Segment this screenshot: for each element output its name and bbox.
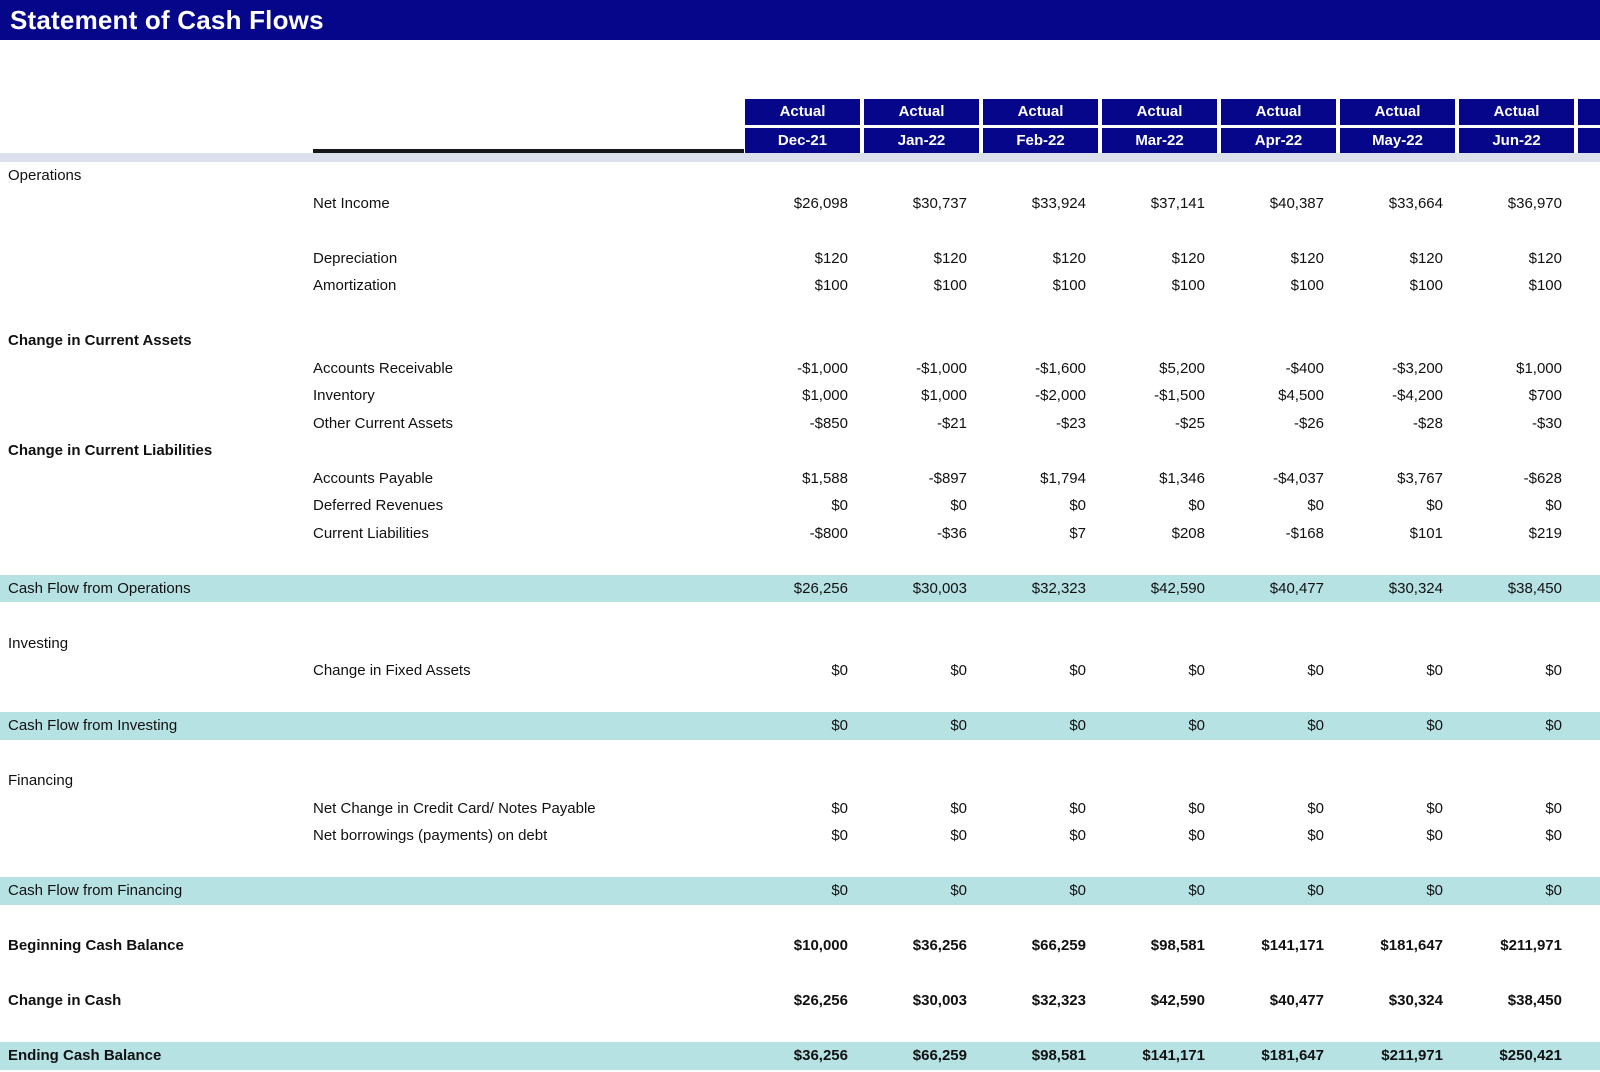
- column-header: [1219, 99, 1338, 153]
- spacer-row: [0, 300, 1600, 328]
- cell-value: $32,323: [1031, 992, 1086, 1010]
- cell-value: $30,324: [1388, 992, 1443, 1010]
- cell-value: $37,141: [1150, 194, 1205, 212]
- cell-value: $0: [1545, 662, 1562, 680]
- cell-value: -$400: [1285, 359, 1324, 377]
- cell-value: $0: [1426, 882, 1443, 900]
- cell-value: -$1,000: [797, 359, 848, 377]
- cell-value: -$897: [928, 469, 967, 487]
- cell-value: $100: [1171, 277, 1205, 295]
- cell-value: $32,323: [1031, 579, 1086, 597]
- total-row: [0, 877, 1600, 905]
- cell-value: $700: [1528, 387, 1562, 405]
- cell-value: -$2,000: [1035, 387, 1086, 405]
- period-label: Actual: [864, 99, 979, 125]
- cell-value: -$23: [1055, 414, 1086, 432]
- cell-value: $4,500: [1278, 387, 1324, 405]
- table-row: [0, 190, 1600, 218]
- cell-value: $33,924: [1031, 194, 1086, 212]
- cell-value: $30,324: [1388, 579, 1443, 597]
- cell-value: $0: [1069, 827, 1086, 845]
- cell-value: -$28: [1412, 414, 1443, 432]
- cell-value: $36,256: [912, 937, 967, 955]
- cell-value: $0: [1545, 799, 1562, 817]
- cell-value: $7: [1069, 524, 1086, 542]
- cell-value: $100: [1052, 277, 1086, 295]
- cell-value: $0: [1188, 882, 1205, 900]
- date-label: Dec-21: [745, 128, 860, 153]
- cell-value: $1,588: [802, 469, 848, 487]
- cell-value: $1,000: [921, 387, 967, 405]
- period-label: Actual: [745, 99, 860, 125]
- cell-value: $1,000: [802, 387, 848, 405]
- cell-value: $26,256: [793, 992, 848, 1010]
- cell-value: $0: [1188, 717, 1205, 735]
- cell-value: $10,000: [793, 937, 848, 955]
- row-label: Inventory: [313, 387, 375, 405]
- cell-value: $0: [1069, 662, 1086, 680]
- cell-value: $100: [1528, 277, 1562, 295]
- column-header: [1338, 99, 1457, 153]
- row-label: Financing: [8, 772, 74, 790]
- row-label: Change in Fixed Assets: [313, 662, 471, 680]
- cell-value: $38,450: [1507, 579, 1562, 597]
- period-label: Actual: [1221, 99, 1336, 125]
- cell-value: $66,259: [912, 1047, 967, 1065]
- row-label: Cash Flow from Investing: [8, 717, 178, 735]
- cell-value: $0: [1188, 799, 1205, 817]
- table-row: [0, 520, 1600, 548]
- date-label: [1578, 128, 1600, 153]
- spacer-row: [0, 685, 1600, 713]
- cell-value: $36,970: [1507, 194, 1562, 212]
- balance-row: [0, 987, 1600, 1015]
- column-header: [1457, 99, 1576, 153]
- section-row: [0, 767, 1600, 795]
- cell-value: $1,346: [1159, 469, 1205, 487]
- period-label: Actual: [1340, 99, 1455, 125]
- cell-value: $100: [1409, 277, 1443, 295]
- cell-value: $0: [1545, 882, 1562, 900]
- page-title: Statement of Cash Flows: [10, 5, 324, 35]
- cell-value: $141,171: [1142, 1047, 1205, 1065]
- cell-value: $0: [1307, 662, 1324, 680]
- cell-value: -$628: [1523, 469, 1562, 487]
- cell-value: $211,971: [1381, 1047, 1443, 1065]
- row-label: Net borrowings (payments) on debt: [313, 827, 548, 845]
- cell-value: $5,200: [1159, 359, 1205, 377]
- spacer-row: [0, 960, 1600, 988]
- cell-value: $0: [831, 662, 848, 680]
- cell-value: $120: [1290, 249, 1324, 267]
- cell-value: $40,477: [1269, 992, 1324, 1010]
- cell-value: $141,171: [1261, 937, 1324, 955]
- cell-value: $0: [831, 827, 848, 845]
- column-header: [981, 99, 1100, 153]
- total-row: [0, 712, 1600, 740]
- cell-value: -$800: [809, 524, 848, 542]
- spacer-row: [0, 217, 1600, 245]
- cell-value: $0: [950, 882, 967, 900]
- cell-value: -$21: [936, 414, 967, 432]
- table-row: [0, 795, 1600, 823]
- row-label: Cash Flow from Operations: [8, 579, 191, 597]
- row-label: Change in Current Assets: [8, 332, 192, 350]
- cell-value: $0: [1307, 717, 1324, 735]
- table-row: [0, 355, 1600, 383]
- cell-value: $0: [1426, 799, 1443, 817]
- cell-value: $0: [1188, 497, 1205, 515]
- cell-value: $120: [1409, 249, 1443, 267]
- row-label: Change in Cash: [8, 992, 122, 1010]
- cell-value: $120: [933, 249, 967, 267]
- cell-value: $0: [1545, 717, 1562, 735]
- table-row: [0, 657, 1600, 685]
- period-label: [1578, 99, 1600, 125]
- spacer-row: [0, 602, 1600, 630]
- cell-value: $1,000: [1516, 359, 1562, 377]
- cell-value: $0: [1545, 827, 1562, 845]
- date-label: Jun-22: [1459, 128, 1574, 153]
- cell-value: $0: [831, 497, 848, 515]
- spacer-row: [0, 850, 1600, 878]
- cell-value: $26,098: [793, 194, 848, 212]
- row-label: Change in Current Liabilities: [8, 442, 213, 460]
- column-header-partial: [1576, 99, 1600, 153]
- column-header: [1100, 99, 1219, 153]
- row-label: Depreciation: [313, 249, 398, 267]
- cell-value: -$30: [1531, 414, 1562, 432]
- cell-value: -$850: [809, 414, 848, 432]
- column-header: [862, 99, 981, 153]
- period-label: Actual: [1459, 99, 1574, 125]
- cell-value: $33,664: [1388, 194, 1443, 212]
- cell-value: $120: [1052, 249, 1086, 267]
- date-label: May-22: [1340, 128, 1455, 153]
- row-label: Net Income: [313, 194, 390, 212]
- section-row: [0, 162, 1600, 190]
- date-label: Apr-22: [1221, 128, 1336, 153]
- cell-value: $181,647: [1261, 1047, 1324, 1065]
- cell-value: $0: [831, 882, 848, 900]
- cell-value: $0: [950, 799, 967, 817]
- table-row: [0, 272, 1600, 300]
- cell-value: $0: [950, 827, 967, 845]
- cell-value: $0: [1188, 827, 1205, 845]
- row-label: Ending Cash Balance: [8, 1047, 162, 1065]
- cell-value: $38,450: [1507, 992, 1562, 1010]
- row-label: Cash Flow from Financing: [8, 882, 183, 900]
- table-row: [0, 410, 1600, 438]
- cell-value: $0: [1307, 799, 1324, 817]
- column-header: [743, 99, 862, 153]
- cell-value: $0: [950, 662, 967, 680]
- cell-value: $30,003: [912, 579, 967, 597]
- row-label: Amortization: [313, 277, 397, 295]
- section-row: [0, 630, 1600, 658]
- cell-value: $0: [1069, 717, 1086, 735]
- cell-value: $120: [1528, 249, 1562, 267]
- title-bar: [0, 0, 1600, 40]
- cell-value: $0: [1069, 799, 1086, 817]
- cell-value: $181,647: [1380, 937, 1443, 955]
- cell-value: $0: [950, 497, 967, 515]
- cell-value: $0: [1307, 497, 1324, 515]
- cell-value: $0: [1426, 497, 1443, 515]
- table-row: [0, 465, 1600, 493]
- cell-value: $42,590: [1150, 579, 1205, 597]
- statement-table: [0, 162, 1600, 1070]
- row-label: Deferred Revenues: [313, 497, 444, 515]
- cell-value: $42,590: [1150, 992, 1205, 1010]
- cell-value: -$1,600: [1035, 359, 1086, 377]
- date-label: Feb-22: [983, 128, 1098, 153]
- cell-value: $100: [814, 277, 848, 295]
- cell-value: $0: [950, 717, 967, 735]
- cell-value: $0: [831, 799, 848, 817]
- row-label: Beginning Cash Balance: [8, 937, 184, 955]
- cell-value: $120: [814, 249, 848, 267]
- date-label: Mar-22: [1102, 128, 1217, 153]
- table-row: [0, 245, 1600, 273]
- table-row: [0, 492, 1600, 520]
- cell-value: $66,259: [1031, 937, 1086, 955]
- cell-value: -$25: [1174, 414, 1205, 432]
- row-label: Current Liabilities: [313, 524, 429, 542]
- cell-value: $208: [1171, 524, 1205, 542]
- cell-value: $100: [933, 277, 967, 295]
- cell-value: -$4,037: [1273, 469, 1324, 487]
- cell-value: $219: [1528, 524, 1562, 542]
- cell-value: $40,387: [1269, 194, 1324, 212]
- cell-value: $120: [1171, 249, 1205, 267]
- table-row: [0, 822, 1600, 850]
- balance-total-row: [0, 1042, 1600, 1070]
- row-label: Accounts Payable: [313, 469, 434, 487]
- cell-value: $36,256: [793, 1047, 848, 1065]
- cell-value: $30,003: [912, 992, 967, 1010]
- cell-value: $0: [1307, 827, 1324, 845]
- cell-value: $98,581: [1150, 937, 1205, 955]
- spacer-row: [0, 740, 1600, 768]
- cell-value: $211,971: [1500, 937, 1562, 955]
- cell-value: -$3,200: [1392, 359, 1443, 377]
- cell-value: $0: [1426, 827, 1443, 845]
- total-row: [0, 575, 1600, 603]
- period-label: Actual: [983, 99, 1098, 125]
- cell-value: -$1,000: [916, 359, 967, 377]
- cell-value: $0: [1307, 882, 1324, 900]
- cell-value: $3,767: [1397, 469, 1443, 487]
- cell-value: -$1,500: [1154, 387, 1205, 405]
- row-label: Operations: [8, 167, 82, 185]
- cell-value: $26,256: [793, 579, 848, 597]
- cell-value: $250,421: [1499, 1047, 1562, 1065]
- cell-value: $98,581: [1031, 1047, 1086, 1065]
- cell-value: $0: [1069, 497, 1086, 515]
- cell-value: $0: [1188, 662, 1205, 680]
- balance-row: [0, 932, 1600, 960]
- cell-value: $40,477: [1269, 579, 1324, 597]
- section-row: [0, 437, 1600, 465]
- period-label: Actual: [1102, 99, 1217, 125]
- date-label: Jan-22: [864, 128, 979, 153]
- spacer-row: [0, 905, 1600, 933]
- cell-value: $0: [1426, 717, 1443, 735]
- cell-value: -$4,200: [1392, 387, 1443, 405]
- cell-value: -$168: [1285, 524, 1324, 542]
- cell-value: $0: [831, 717, 848, 735]
- row-label: Investing: [8, 634, 69, 652]
- cell-value: $1,794: [1040, 469, 1086, 487]
- cell-value: $30,737: [912, 194, 967, 212]
- row-label: Accounts Receivable: [313, 359, 454, 377]
- cell-value: $100: [1290, 277, 1324, 295]
- cell-value: $0: [1545, 497, 1562, 515]
- spacer-row: [0, 547, 1600, 575]
- cell-value: $0: [1426, 662, 1443, 680]
- row-label: Other Current Assets: [313, 414, 454, 432]
- cell-value: -$36: [936, 524, 967, 542]
- header-separator-band: [0, 153, 1600, 162]
- section-row: [0, 327, 1600, 355]
- table-row: [0, 382, 1600, 410]
- column-headers: [743, 99, 1600, 153]
- cell-value: $101: [1409, 524, 1443, 542]
- row-label: Net Change in Credit Card/ Notes Payable: [313, 799, 596, 817]
- cell-value: $0: [1069, 882, 1086, 900]
- spacer-row: [0, 1015, 1600, 1043]
- cell-value: -$26: [1293, 414, 1324, 432]
